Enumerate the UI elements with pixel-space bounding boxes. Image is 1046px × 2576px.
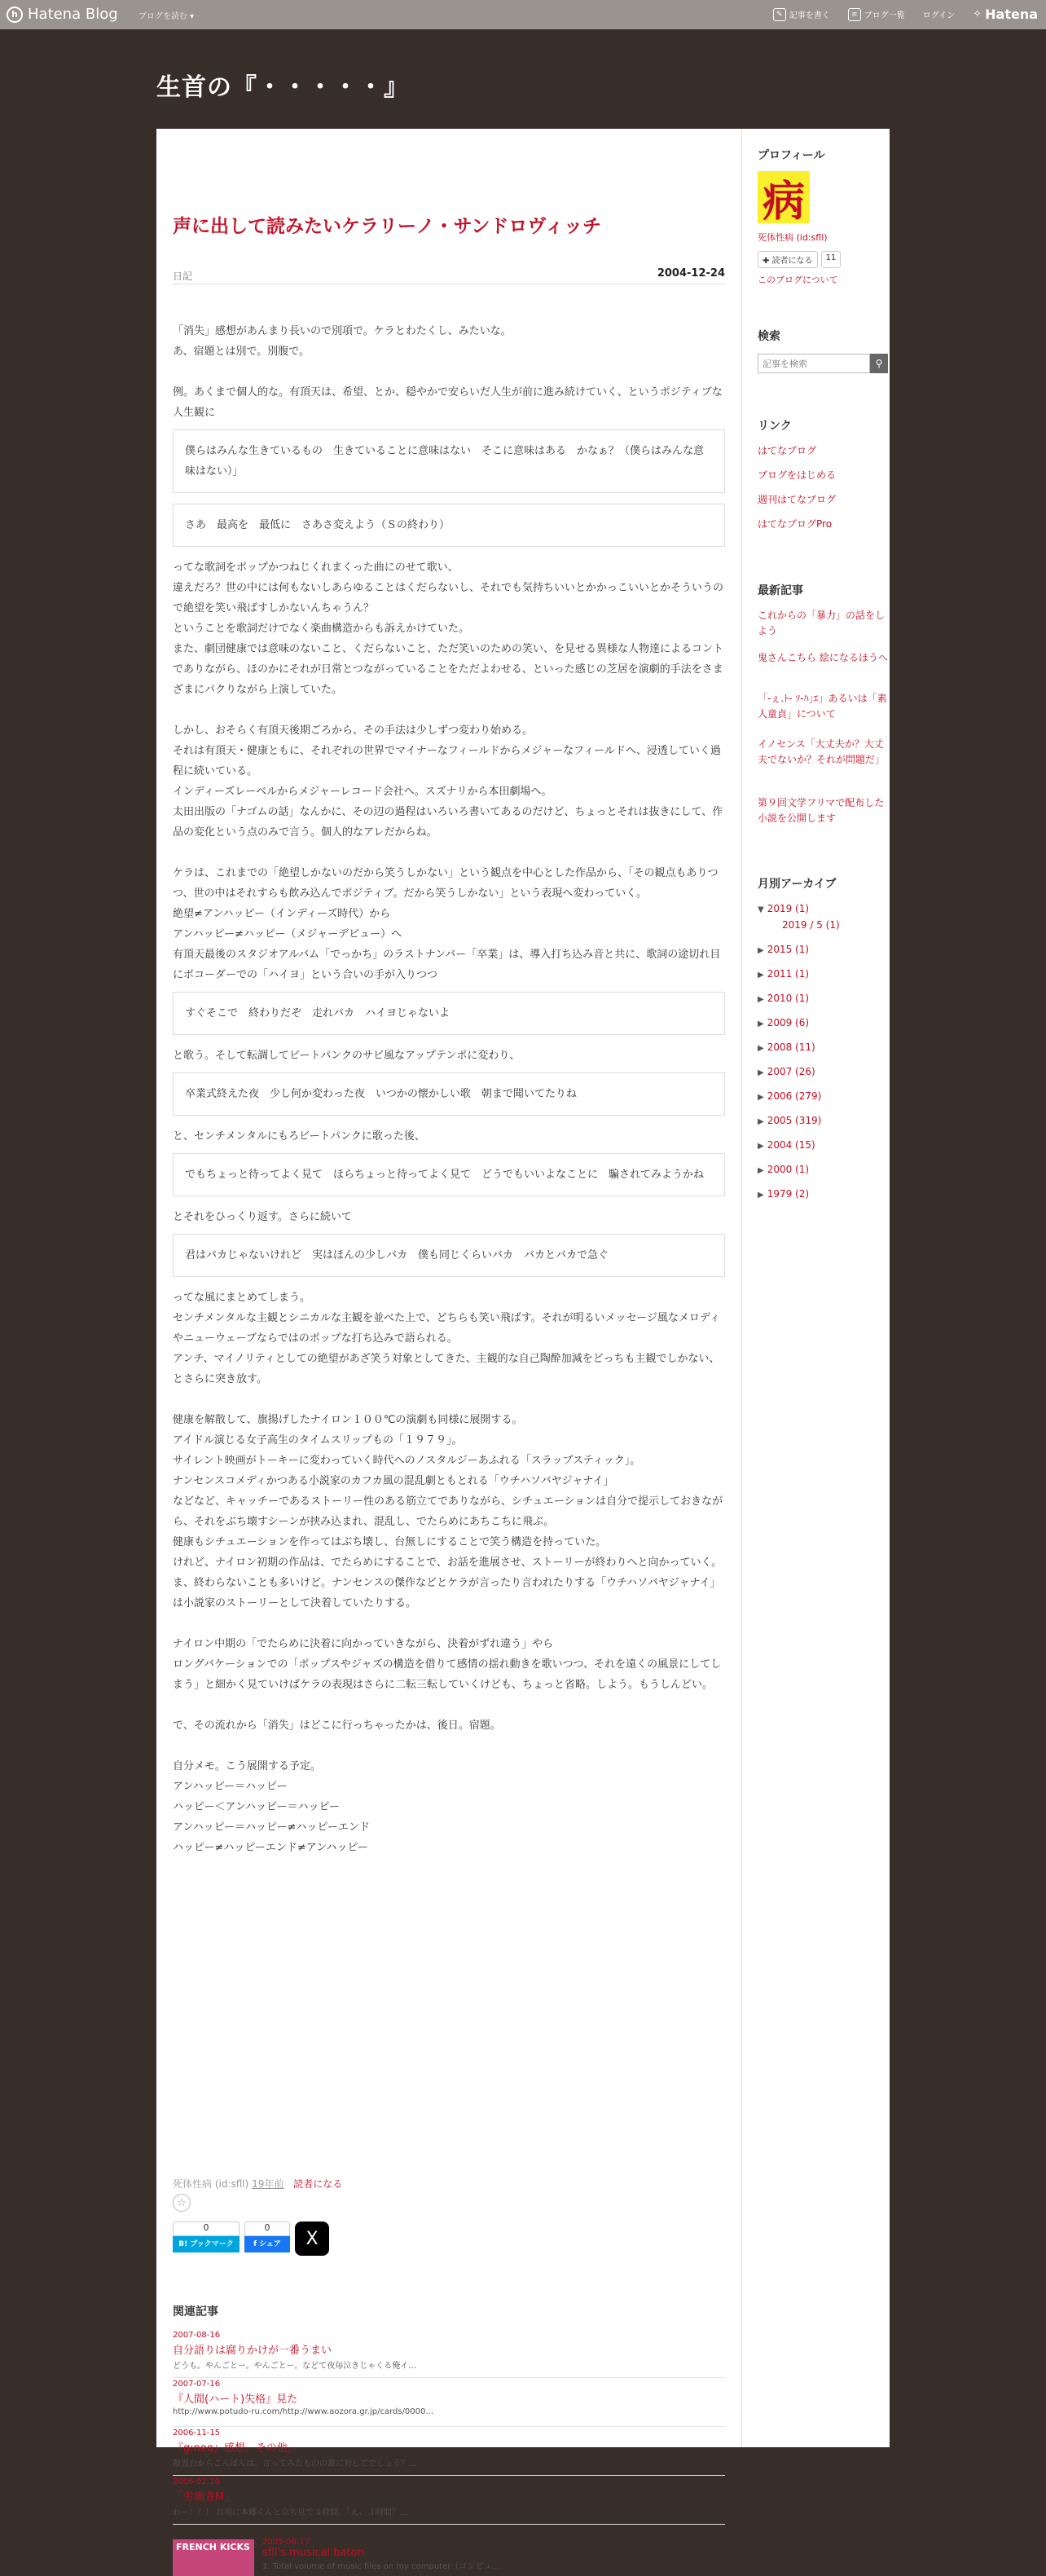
hatena-brand-link[interactable]: ✧ Hatena [973,7,1038,22]
related-date: 2007-08-16 [173,2331,221,2340]
related-title: 自分語りは腐りかけが一番うまい [173,2345,332,2357]
archive-label: 2007 (26) [767,1066,815,1077]
paragraph-gap [173,843,725,863]
text-line: ナンセンスコメディかつある小説家のカフカ風の混乱劇ともとれる「ウチハソバヤジャナイ」 [173,1475,614,1487]
star-icon: ☆ [177,2196,187,2209]
archive-label: 1979 (2) [767,1188,810,1200]
text-line: すぐそこで 終わりだぞ 走れバカ ハイヨじゃないよ [185,1007,450,1019]
text-line: また、劇団健康では意味のないこと、くだらないこと、ただ笑いのための笑い、を見せる異様な人物達によるコントでありながら、ほのかにそれが日常とつながっていることをただよわせる、といった感じの芝居を演劇的手法をさまざまにパクりながら上演していた。 [173,643,724,696]
blog-title[interactable]: 生首の『・・・・・』 [156,73,409,102]
paragraph [173,321,725,362]
x-icon: X [305,2228,319,2249]
paragraph-gap [173,362,725,382]
text-line: サイレント映画がトーキーに変わっていく時代へのノスタルジーあふれる「スラップスティック」。 [173,1455,641,1467]
hatena-blog-logo[interactable] [7,6,118,23]
entry-date[interactable]: 2004-12-24 [657,267,725,280]
blog-list-button[interactable]: ≡ ブログ一覧 [848,8,905,21]
recent-article-link[interactable]: イノセンス「大丈夫か？大丈夫でないか？それが問題だ」 [758,738,886,765]
write-article-button[interactable]: ✎ 記事を書く [773,8,830,21]
triangle-right-icon: ▶ [758,1142,764,1151]
paragraph [173,1046,725,1066]
triangle-right-icon: ▶ [758,1068,764,1077]
archive-item[interactable] [758,1066,815,1077]
archive-label: 2008 (11) [767,1041,815,1053]
archive-label: 2015 (1) [767,944,810,955]
text-line: 有頂天最後のスタジオアルバム「でっかち」のラストナンバー「卒業」は、導入打ち込み音と共に、歌詞の途切れ目にボコーダーでの「ハイヨ」という合いの手が入りつつ [173,949,721,981]
logo-text: Hatena Blog [28,6,118,23]
facebook-count: 0 [244,2222,290,2236]
triangle-right-icon: ▶ [758,1093,764,1102]
add-star-button[interactable] [173,2194,191,2212]
pencil-icon: ✎ [773,8,786,21]
archive-item[interactable] [758,1115,821,1126]
archive-item[interactable] [758,1188,809,1200]
archive-item[interactable] [758,944,809,955]
triangle-right-icon: ▶ [758,1044,764,1053]
archive-item[interactable] [758,1139,815,1151]
paragraph [173,1207,725,1227]
text-line: 例。あくまで個人的な。有頂天は、希望、とか、穏やかで安らいだ人生が前に進み続けていく、というポジティブな人生観に [173,386,723,419]
text-line: 違えだろ？世の中には何もないしあらゆることはくだらないし、それでも気持ちいいとかかっこいいとかそういうので絶望を笑い飛ばすしかないんちゃうん？ [173,582,724,614]
related-item[interactable] [173,2331,725,2378]
archive-item[interactable] [758,1090,821,1102]
subscribe-button[interactable]: ✚ 読者になる [758,251,818,268]
related-snippet: 1. Total volume of music files on my computer（コンピュ… [262,2562,500,2571]
archive-item[interactable] [758,968,809,980]
related-date: 2007-07-16 [173,2380,221,2389]
sidebar-link[interactable]: はてなブログ [758,445,817,456]
text-line: アンチ、マイノリティとしての絶望があざ笑う対象としてきた、主観的な自己陶酔加減をどっちも主観でしかない、とさらに突き放す。 [173,1353,720,1385]
archive-item[interactable] [758,1041,815,1053]
blockquote [173,429,725,493]
text-line: 自分メモ。こう展開する予定。 [173,1760,321,1772]
sidebar-link[interactable]: 週刊はてなブログ [758,494,837,505]
paragraph [173,720,725,843]
text-line: あ、宿題とは別で。別腹で。 [173,346,310,358]
paragraph [173,1634,725,1695]
entry-content [173,321,725,1858]
archive-label: 2000 (1) [767,1164,810,1175]
related-item[interactable] [173,2380,725,2427]
text-line: 君はバカじゃないけれど 実はほんの少しバカ 僕も同じくらいバカ バカとバカで急ぐ [185,1249,609,1262]
text-line: アンハッピー＝ハッピー≠ハッピーエンド [173,1821,370,1834]
profile-name[interactable]: 死体性病 (id:sfll) [758,232,828,243]
related-item[interactable] [262,2538,499,2571]
login-link[interactable]: ログイン [922,11,956,20]
text-line: それは有頂天・健康ともに、それぞれの世界でマイナーなフィールドからメジャーなフィールドへ、浸透していく過程に続いている。 [173,745,721,777]
text-line: と、センチメンタルにもろビートパンクに歌った後、 [173,1130,425,1143]
sidebar-link[interactable]: はてなブログPro [758,518,833,530]
triangle-right-icon: ▶ [758,946,764,955]
triangle-right-icon: ▶ [758,1019,764,1028]
archive-label: 2005 (319) [767,1115,822,1126]
list-icon: ≡ [848,8,861,21]
recent-article-link[interactable]: 鬼さんこちら 絵になるほうへ [758,652,888,663]
text-line: ってな歌詞をポップかつねじくれまくった曲にのせて歌い、 [173,561,459,574]
facebook-label: f シェア [244,2236,290,2252]
search-input[interactable] [758,354,870,373]
related-title: 「労働者M」 [173,2491,235,2503]
archive-label: 2009 (6) [767,1017,810,1028]
paragraph [173,863,725,985]
archive-label: 2010 (1) [767,993,810,1004]
related-item[interactable] [173,2428,725,2476]
sidebar-link[interactable]: ブログをはじめる [758,469,837,481]
text-line: ハッピー＜アンハッピー＝ハッピー [173,1801,341,1813]
text-line: ってな風にまとめてしまう。 [173,1292,311,1304]
text-line: とそれをひっくり返す。さらに続いて [173,1211,352,1223]
paragraph-gap [173,1736,725,1756]
blockquote [173,504,725,547]
text-line: アイドル演じる女子高生のタイムスリップもの「１９７９」。 [173,1434,463,1447]
bookmark-count: 0 [173,2222,240,2236]
blockquote [173,1234,725,1277]
archive-label: 2004 (15) [767,1139,815,1151]
hatena-mark-icon: ✧ [973,8,982,20]
text-line: ナイロン中期の「でたらめに決着に向かっていきながら、決着がずれ違う」やら [173,1638,554,1650]
text-line: けれど、ナイロン初期の作品は、でたらめにすることで、お話を進展させ、ストーリーが終わりへと向かっていく。ま、終わらないことも多いけど。ナンセンスの傑作などとケラが言ったり言われたりする「ウチハソバヤジャナイ」は小説家のストーリーとして決着していたりする。 [173,1557,723,1609]
facebook-share-button[interactable] [244,2222,290,2256]
recent-article-link[interactable]: 「-ぇ.ﾄ- ｿ-ﾊ｣ｴ」あるいは「素人童貞」について [758,693,887,720]
related-snippet: どうも。やんごとー。やんごとー。などて夜毎泣きじゃくる俺イ… [173,2362,417,2371]
entry-footer [173,2177,342,2191]
text-line: ということを歌詞だけでなく楽曲構造からも訴えかけていた。 [173,623,470,635]
author-name[interactable]: 死体性病 (id:sfll) [173,2178,249,2190]
text-line: しかし、おそらく有頂天後期ごろから、その手法は少しずつ変わり始める。 [173,724,534,737]
search-button[interactable] [870,354,888,373]
text-line: アンハッピー≠ハッピー（メジャーデビュー）へ [173,928,402,940]
blockquote [173,992,725,1035]
paragraph-gap [173,1389,725,1410]
about-blog-link[interactable]: このブログについて [758,275,838,285]
paragraph [173,1410,725,1614]
related-date: 2006-11-15 [173,2428,221,2437]
links-heading: リンク [758,420,792,433]
related-heading: 関連記事 [173,2305,218,2318]
subscribe-link[interactable]: 読者になる [293,2178,343,2190]
archive-item[interactable] [758,1164,809,1175]
paragraph [173,382,725,423]
related-thumbnail[interactable]: FRENCH KICKS [173,2539,254,2576]
search-heading: 検索 [758,330,780,343]
text-line: 僕らはみんな生きているもの 生きていることに意味はない そこに意味はある かなぁ？（僕らはみんな意味はない）」 [185,445,705,478]
text-line: ハッピー≠ハッピーエンド≠アンハッピー [173,1842,368,1854]
subscriber-count: 11 [821,251,842,268]
text-line: アンハッピー＝ハッピー [173,1781,288,1793]
bookmark-label: B! ブックマーク [173,2236,240,2252]
blockquote [173,1072,725,1116]
archive-label: 2019 (1) [767,903,810,914]
posted-ago[interactable]: 19年前 [252,2178,284,2190]
search-form [758,354,888,373]
entry-category[interactable]: 日記 [173,271,193,282]
paragraph [173,1715,725,1736]
archive-item[interactable] [758,1017,809,1028]
related-snippet: http://www.potudo-ru.com/http://www.aozora.gr.jp/cards/0000… [173,2407,434,2416]
text-line: インディーズレーベルからメジャーレコード会社へ。スズナリから本田劇場へ。 [173,786,552,798]
text-line: で、その流れから「消失」はどこに行っちゃったかは、後日。宿題。 [173,1720,501,1732]
related-title: 『人間(ハート)失格』見た [173,2393,298,2406]
content-container [156,129,890,2571]
related-title: sfll's musical baton [262,2547,364,2559]
blockquote [173,1153,725,1196]
text-line: ケラは、これまでの「絶望しかないのだから笑うしかない」という観点を中心とした作品から、「その観点もありつつ、世の中はそれすらも飲み込んでポジティブ。だから笑うしかない」という表現へ変わっていく。 [173,867,719,900]
text-line: と歌う。そして転調してビートパンクのサビ風なアップテンポに変わり、 [173,1050,521,1062]
triangle-right-icon: ▶ [758,995,764,1004]
paragraph [173,1756,725,1858]
text-line: さあ 最高を 最低に さあさ変えよう（Ｓの終わり） [185,519,450,531]
text-line: などなど、キャッチーであるストーリー性のある筋立てでありながら、シチュエーションは自分で提示しておきながら、それをぶち壊すシーンが挟み込まれ、混乱し、でたらめにあちこちに飛ぶ。 [173,1495,723,1528]
archive-item[interactable] [758,903,809,914]
global-header [0,0,1046,29]
text-line: センチメンタルな主観とシニカルな主観を並べた上で、どちらも笑い飛ばす。それが明るいメッセージ風なメロディやニューウェーブならではのポップな打ち込みで語られる。 [173,1312,720,1345]
archive-label: 2019 / 5 (1) [782,919,840,931]
text-line: 太田出版の「ナゴムの話」なんかに、その辺の過程はいろいろ書いてあるのだけど、ちょっとそれは抜きにして、作品の変化という点のみで言う。個人的なアレだからね。 [173,806,723,839]
related-snippet: わー！！！ 台場に本郷くんと立ち見で３時間。「え、３時間？… [173,2508,408,2517]
related-title: 『g:neo』感想。その他。 [173,2442,298,2455]
text-line: 卒業式終えた夜 少し何か変わった夜 いつかの懐かしい歌 朝まで聞いてたりね [185,1088,577,1100]
header-right-menu [773,7,1038,22]
column-divider [741,129,742,2447]
triangle-right-icon: ▶ [758,971,764,980]
text-line: ロングバケーションでの「ポップスやジャズの構造を借りて感情の揺れ動きを歌いつつ、それを遠くの風景にしてしまう」と細かく見ていけばケラの表現はさらに二転三転していくけども、ちょっと省略。しよう。もうしんどい。 [173,1658,722,1691]
subscribe-widget [758,251,841,268]
x-share-button[interactable] [295,2222,329,2256]
recent-article-link[interactable]: 第９回文学フリマで配布した小説を公開します [758,797,885,824]
entry-title[interactable]: 声に出して読みたいケラリーノ・サンドロヴィッチ [173,216,602,237]
triangle-right-icon: ▶ [758,1166,764,1175]
paragraph-gap [173,1614,725,1634]
profile-avatar[interactable]: 病 [758,171,810,223]
text-line: 健康もシチュエーションを作ってはぶち壊し、台無しにすることで笑う構造を持っていた。 [173,1536,607,1548]
text-line: 絶望≠アンハッピー（インディーズ時代）から [173,908,391,920]
read-blog-menu[interactable]: ブログを読む ▾ [138,12,195,21]
related-item[interactable] [173,2477,725,2525]
text-line: 「消失」感想があんまり長いので別項で。ケラとわたくし、みたいな。 [173,325,512,337]
paragraph [173,1288,725,1389]
recent-article-link[interactable]: これからの「暴力」の話をしよう [758,610,886,636]
hatena-circle-icon: h [7,7,23,23]
search-icon: ⚲ [875,358,883,369]
paragraph [173,557,725,700]
related-date: 2005-06-17 [262,2538,310,2547]
text-line: 健康を解散して、旗揚げしたナイロン１００℃の演劇も同様に展開する。 [173,1414,523,1426]
recent-heading: 最新記事 [758,584,803,597]
hatena-bookmark-button[interactable] [173,2222,240,2256]
paragraph-gap [173,700,725,720]
related-date: 2006-02-20 [173,2477,221,2486]
paragraph-gap [173,1695,725,1715]
archive-item[interactable] [782,919,840,931]
text-line: でもちょっと待ってよく見て ほらちょっと待ってよく見て どうでもいいよなことに 騙されてみようかね [185,1169,705,1181]
archive-item[interactable] [758,993,809,1004]
related-snippet: 殺置台からこんばんは。言ってみたものの誰に対してでしょう？… [173,2459,417,2468]
triangle-right-icon: ▶ [758,1191,764,1200]
archive-heading: 月別アーカイブ [758,878,837,891]
archive-label: 2011 (1) [767,968,810,980]
paragraph [173,1126,725,1147]
profile-heading: プロフィール [758,149,825,162]
triangle-down-icon: ▼ [758,905,764,914]
archive-label: 2006 (279) [767,1090,822,1102]
triangle-right-icon: ▶ [758,1117,764,1126]
